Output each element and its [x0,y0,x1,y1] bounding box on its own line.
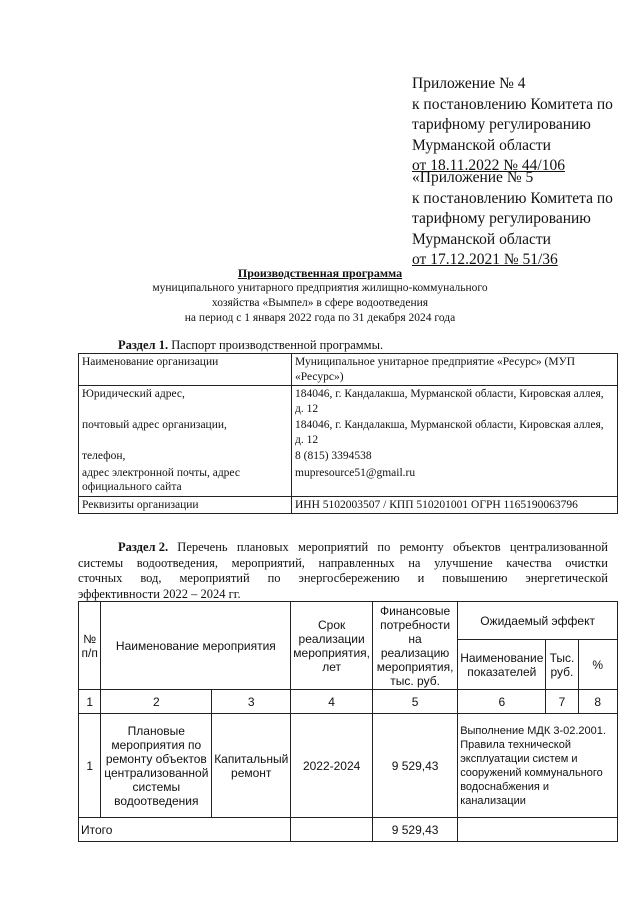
section2-word: очистки [565,555,608,570]
appendix-new-line: тарифному регулированию [412,116,591,133]
section2-line: эффективности 2022 – 2024 гг. [78,586,241,601]
appendix-new-date: от 18.11.2022 № 44/106 [412,157,565,174]
header-term: Срок реализации мероприятия, лет [291,602,373,690]
section1-heading [118,338,383,353]
column-number: 4 [291,690,373,714]
column-number: 7 [546,690,578,714]
section2-heading [78,540,608,602]
passport-key: Юридический адрес, [79,386,292,418]
passport-table [78,353,618,514]
section2-word: ремонту [399,540,444,554]
appendix-new-line: к постановлению Комитета по [412,95,613,113]
column-number: 2 [101,690,212,714]
row-effect: Выполнение МДК 3-02.2001. Правила технической эксплуатации систем и сооружений коммунального водоснабжения и канализации [458,714,618,818]
program-title [0,266,640,326]
appendix-old-line: «Приложение № 5 [412,169,534,186]
section2-line [78,571,608,587]
table-row [79,417,618,448]
appendix-old-date: от 17.12.2021 № 51/36 [412,251,558,268]
section2-word: направленных [318,555,395,570]
passport-key: телефон, [79,448,292,465]
section2-word: энергетической [525,571,608,585]
table-row [79,496,618,514]
section2-word: системы [78,555,124,570]
section2-word: вод, [140,571,162,585]
section2-word: энергосбережению [298,571,400,585]
section2-word: по [267,571,281,585]
table-row [79,690,618,714]
passport-value: Муниципальное унитарное предприятие «Ресурс» (МУП «Ресурс») [292,354,618,386]
section2-word: мероприятий, [231,555,305,570]
table-row [79,354,618,386]
column-number: 1 [79,690,101,714]
section1-text: Паспорт производственной программы. [168,338,384,352]
section1-label: Раздел 1. [118,338,169,352]
passport-value: 184046, г. Кандалакша, Мурманской области, Кировская аллея, д. 12 [292,417,618,448]
passport-value: 184046, г. Кандалакша, Мурманской области, Кировская аллея, д. 12 [292,386,618,418]
section2-word: повышению [442,571,508,585]
appendix-new [412,74,613,177]
passport-value: ИНН 5102003507 / КПП 510201001 ОГРН 1165190063796 [292,496,618,514]
row-finance: 9 529,43 [372,714,457,818]
header-rub: Тыс. руб. [546,640,578,690]
section2-label: Раздел 2. [118,540,169,554]
section2-word: централизованной [509,540,608,554]
passport-key: Наименование организации [79,354,292,386]
total-empty [291,818,373,842]
appendix-new-line: Приложение № 4 [412,75,526,92]
table-header-row [79,602,618,640]
section2-word: улучшение [434,555,493,570]
appendix-old-line: Мурманской области [412,230,551,248]
column-number: 3 [212,690,291,714]
section2-word: объектов [453,540,501,554]
header-effect: Ожидаемый эффект [458,602,618,640]
row-name: Плановые мероприятия по ремонту объектов централизованной системы водоотведения [101,714,212,818]
header-finance: Финансовые потребности на реализацию мероприятия, тыс. руб. [372,602,457,690]
passport-key: почтовый адрес организации, [79,417,292,448]
program-subtitle: хозяйства «Вымпел» в сфере водоотведения [211,297,429,309]
total-value: 9 529,43 [372,818,457,842]
row-num: 1 [79,714,101,818]
table-row [79,465,618,497]
measures-table [78,601,618,842]
section2-word: качества [506,555,552,570]
section2-word: и [417,571,425,585]
header-percent: % [578,640,617,690]
table-row [79,448,618,465]
header-num: № п/п [79,602,101,690]
column-number: 6 [458,690,546,714]
program-subtitle: муниципального унитарного предприятия жилищно-коммунального [152,282,488,294]
header-name: Наименование мероприятия [101,602,291,690]
total-empty [458,818,618,842]
passport-key: Реквизиты организации [79,496,292,514]
section2-word: мероприятий [179,571,250,585]
passport-key: адрес электронной почты, адрес официального сайта [79,465,292,497]
column-number: 8 [578,690,617,714]
appendix-old [412,168,613,271]
section2-word: сточных [78,571,123,585]
section2-word: плановых [236,540,289,554]
table-total-row [79,818,618,842]
passport-value: 8 (815) 3394538 [292,448,618,465]
section2-word: мероприятий [298,540,369,554]
row-kind: Капитальный ремонт [212,714,291,818]
total-label: Итого [79,818,291,842]
table-row [79,386,618,418]
header-indicator: Наименование показателей [458,640,546,690]
program-period: на период с 1 января 2022 года по 31 декабря 2024 года [184,312,456,324]
section2-word: по [377,540,391,554]
appendix-old-line: тарифному регулированию [412,210,591,227]
row-term: 2022-2024 [291,714,373,818]
program-heading: Производственная программа [237,266,403,280]
section2-line [78,556,608,572]
section2-word: на [408,555,421,570]
section2-word: Перечень [177,540,228,554]
appendix-new-line: Мурманской области [412,136,551,154]
section2-line [78,540,608,556]
appendix-old-line: к постановлению Комитета по [412,189,613,207]
section2-word: водоотведения, [136,555,218,570]
passport-value: mupresource51@gmail.ru [292,465,618,497]
table-row [79,714,618,818]
column-number: 5 [372,690,457,714]
